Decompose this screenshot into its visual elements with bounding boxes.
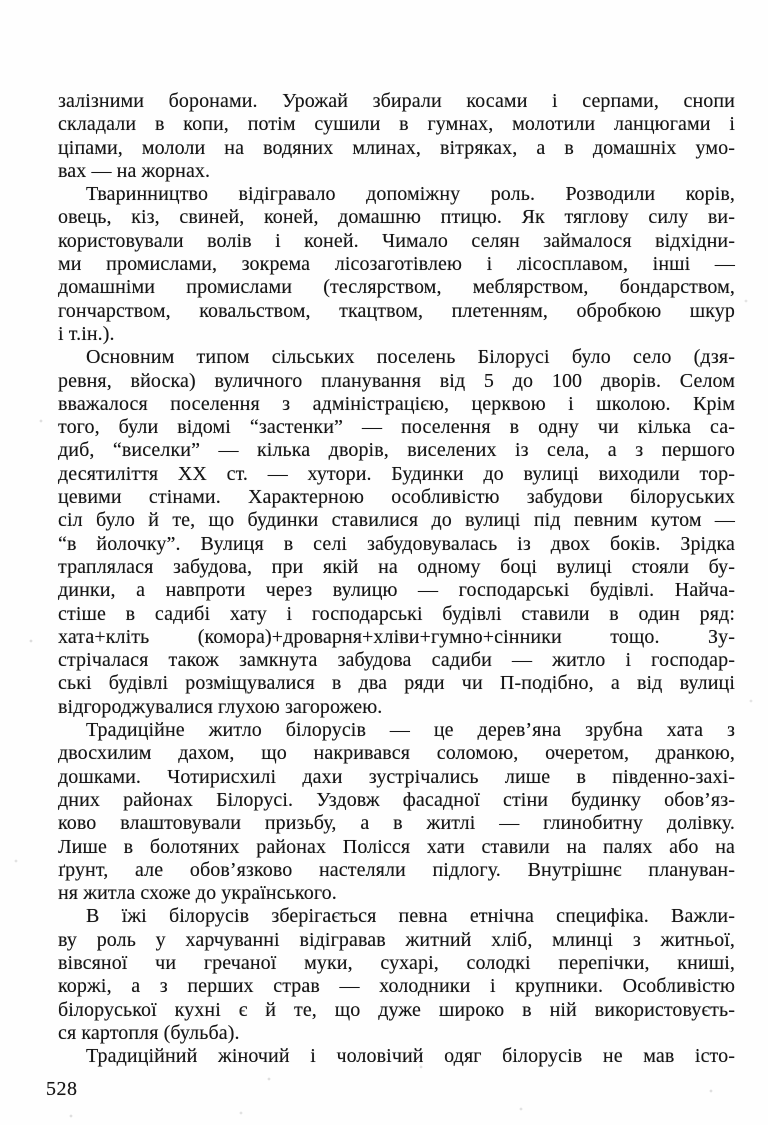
text-line: В їжі білорусів зберігається певна етнічна специфіка. Важли- xyxy=(86,905,735,928)
text-line: відгороджувалися глухою загорожею. xyxy=(58,695,383,718)
text-line: ревня, вйоска) вуличного планування від 5 до 100 дворів. Селом xyxy=(58,369,735,392)
text-line: залізними боронами. Урожай збирали косами і серпами, снопи xyxy=(58,90,735,112)
text-line: Основним типом сільських поселень Білорусі було село (дзя- xyxy=(86,346,735,369)
text-line: ня житла схоже до українського. xyxy=(58,882,337,905)
text-line: диб, “виселки” — кілька дворів, виселених із села, а з першого xyxy=(58,439,735,462)
text-line: овець, кіз, свиней, коней, домашню птицю. Як тяглову силу ви- xyxy=(58,206,735,229)
text-line: траплялася забудова, при якій на одному боці вулиці стояли бу- xyxy=(58,555,735,578)
text-line: ські будівлі розміщувалися в два ряди чи П-подібно, а від вулиці xyxy=(58,672,735,695)
text-line: Лише в болотяних районах Полісся хати ставили на палях або на xyxy=(58,835,735,858)
text-line: Традиційне житло білорусів — це дерев’яна зрубна хата з xyxy=(86,719,735,742)
text-line: стіше в садибі хату і господарські будівлі ставили в один ряд: xyxy=(58,602,735,625)
text-line: білоруської кухні є й те, що дуже широко в ній використовуєть- xyxy=(58,998,735,1021)
text-line: вважалося поселення з адміністрацією, церквою і школою. Крім xyxy=(58,392,735,415)
text-line: двосхилим дахом, що накривався соломою, очеретом, дранкою, xyxy=(58,742,735,765)
text-line: ся картопля (бульба). xyxy=(58,1021,240,1044)
text-line: вівсяної чи гречаної муки, сухарі, солодкі перепічки, книші, xyxy=(58,951,735,974)
text-line: домашніми промислами (теслярством, меблярством, бондарством, xyxy=(58,276,735,299)
text-line: і т.ін.). xyxy=(58,322,115,345)
text-line: дошками. Чотирисхилі дахи зустрічались лише в південно-захі- xyxy=(58,765,735,788)
text-line: Тваринництво відігравало допоміжну роль. Розводили корів, xyxy=(86,183,735,206)
text-line: динки, а навпроти через вулицю — господарські будівлі. Найча- xyxy=(58,579,735,602)
text-line: сіл було й те, що будинки ставилися до вулиці під певним кутом — xyxy=(58,509,735,532)
text-line: “в йолочку”. Вулиця в селі забудовувалась із двох боків. Зрідка xyxy=(58,532,735,555)
text-line: ґрунт, але обов’язково настеляли підлогу. Внутрішнє плануван- xyxy=(58,858,735,881)
text-line: коржі, а з перших страв — холодники і крупники. Особливістю xyxy=(58,975,735,998)
text-line: вах — на жорнах. xyxy=(58,159,211,182)
page-number: 528 xyxy=(46,1078,78,1100)
text-line: ціпами, мололи на водяних млинах, вітряках, а в домашніх умо- xyxy=(58,136,735,159)
text-line: користовували волів і коней. Чимало селян займалося відхідни- xyxy=(58,229,735,252)
text-line: ково влаштовували призьбу, а в житлі — глинобитну долівку. xyxy=(58,812,735,835)
text-line: гончарством, ковальством, ткацтвом, плетенням, обробкою шкур xyxy=(58,299,735,322)
text-line: дних районах Білорусі. Уздовж фасадної стіни будинку обов’яз- xyxy=(58,788,735,811)
text-line: стрічалася також замкнута забудова садиби — житло і господар- xyxy=(58,649,735,672)
text-line: ву роль у харчуванні відігравав житний хліб, млинці з житньої, xyxy=(58,928,735,951)
text-line: десятиліття XX ст. — хутори. Будинки до вулиці виходили тор- xyxy=(58,462,735,485)
text-line: ми промислами, зокрема лісозаготівлею і лісосплавом, інші — xyxy=(58,253,735,276)
text-line: хата+кліть (комора)+дроварня+хліви+гумно+сінники тощо. Зу- xyxy=(58,625,735,648)
text-block xyxy=(58,90,735,1068)
text-line: цевими стінами. Характерною особливістю забудови білоруських xyxy=(58,486,735,509)
text-line: того, були відомі “застенки” — поселення в одну чи кілька са- xyxy=(58,416,735,439)
text-line: складали в копи, потім сушили в гумнах, молотили ланцюгами і xyxy=(58,113,735,136)
text-line: Традиційний жіночий і чоловічий одяг білорусів не мав істо- xyxy=(86,1045,735,1068)
scan-noise-speckles xyxy=(0,0,2,2)
